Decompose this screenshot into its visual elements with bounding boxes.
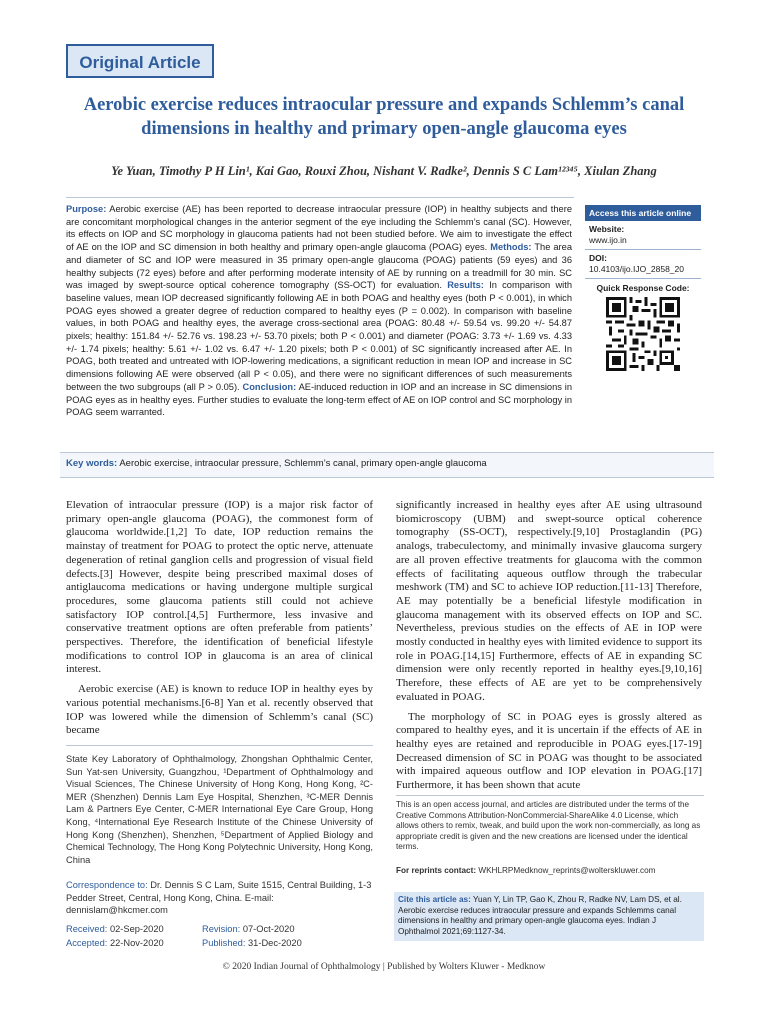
revision-label: Revision: <box>202 924 241 934</box>
correspondence <box>66 879 373 917</box>
license-text: This is an open access journal, and articles are distributed under the terms of the Creative Commons Attribution-NonCommercial-ShareAlike 4.0 License, which allows others to remix, tweak, and build upon the work non-commercially, as long as appropriate credit is given and the new creations are licensed under the identical terms. <box>396 800 701 851</box>
page-footer: © 2020 Indian Journal of Ophthalmology | Published by Wolters Kluwer - Medknow <box>222 962 546 972</box>
body-column-right <box>396 499 702 793</box>
cite-text: Yuan Y, Lin TP, Gao K, Zhou R, Radke NV, Lam DS, et al. Aerobic exercise reduces intraocular pressure and expands Schlemms canal dimensions in healthy and primary open-angle glaucoma eyes. Indian J Ophthalmol 2021;69:1127-34. <box>398 895 682 936</box>
keywords <box>66 458 706 469</box>
correspondence-text: Dr. Dennis S C Lam, Suite 1515, Central Building, 1-3 Pedder Street, Central, Hong Kong, China. E-mail: dennislam@hkcmer.com <box>66 880 372 916</box>
doi-link[interactable]: 10.4103/ijo.IJO_2858_20 <box>589 264 684 274</box>
affiliation-rule <box>66 745 373 746</box>
results-text: In comparison with baseline values, mean IOP decreased significantly following AE in both POAG and healthy eyes (both P < 0.001), in which POAG eyes showed a greater degree of reduction compared to healthy eyes (P = 0.002). In comparison with baseline values, in both POAG and healthy eyes, the average cross-sectional area (POAG: 80.48 +/- 59.54 vs. 99.20 +/- 54.87 pixels; healthy: 151.84 +/- 52.76 vs. 198.23 +/- 53.70 pixels; both P < 0.001) and diameter (POAG: 3.73 +/- 1.69 vs. 4.33 +/- 1.74 pixels; healthy: 5.61 +/- 1.02 vs. 6.47 +/- 1.20 pixels; both P < 0.001) of SC significantly increased after AE. In POAG, both treated and untreated with IOP-lowering medications, a significant reduction in mean IOP and increase in SC dimensions following AE were observed (all P < 0.05), and there were no significant differences of such measurements between the two subgroups (all P > 0.05). <box>66 280 572 392</box>
qr-label: Quick Response Code: <box>596 283 690 293</box>
website-cell <box>585 221 701 250</box>
citation-box <box>394 892 704 941</box>
cite-label: Cite this article as: <box>398 895 471 904</box>
correspondence-label: Correspondence to: <box>66 880 148 890</box>
doi-label: DOI: <box>589 253 607 263</box>
published-date <box>202 938 302 948</box>
reprints-email[interactable]: WKHLRPMedknow_reprints@wolterskluwer.com <box>478 866 656 875</box>
abstract <box>66 203 572 419</box>
article-title <box>40 93 728 141</box>
accepted-value: 22-Nov-2020 <box>109 938 164 948</box>
website-link[interactable]: www.ijo.in <box>589 235 627 245</box>
access-online-box <box>585 205 701 371</box>
purpose-label: Purpose: <box>66 204 107 214</box>
received-value: 02-Sep-2020 <box>109 924 164 934</box>
doi-cell <box>585 250 701 279</box>
article-type-badge: Original Article <box>66 44 214 78</box>
access-online-header: Access this article online <box>585 205 701 221</box>
body-paragraph-4: The morphology of SC in POAG eyes is grossly altered as compared to healthy eyes, and it is uncertain if the effects of AE in healthy eyes are retained and reproducible in POAG eyes.[17-19] Decreased dimension of SC in POAG was thought to be associated with impaired aqueous outflow and IOP elevation in POAG.[17] Furthermore, it has been shown that acute <box>396 710 702 792</box>
keywords-label: Key words: <box>66 458 118 469</box>
body-paragraph-3: significantly increased in healthy eyes after AE using ultrasound biomicroscopy (UBM) and swept-source optical coherence tomography (SS-OCT), respectively.[9,10] Prostaglandin (PG) analogs, trabeculectomy, and minimally invasive glaucoma surgery are all proven effective treatments for glaucoma with the common effects of facilitating aqueous outflow through the trabecular meshwork (TM) and SC to achieve IOP reduction.[11-13] Therefore, AE may potentially be a beneficial lifestyle modification in glaucoma management with its observed effects on IOP and SC. Nevertheless, previous studies on the effects of AE in IOP were mostly conducted in healthy eyes with limited evidence to support its role in POAG.[14,15] Furthermore, effects of AE in expanding SC dimension were only recently reported in healthy eyes.[9,10,16] Therefore, these effects of AE are yet to be comprehensively evaluated in POAG. <box>396 499 702 703</box>
received-date <box>66 922 202 936</box>
results-label: Results: <box>447 280 484 291</box>
affiliations: State Key Laboratory of Ophthalmology, Zhongshan Ophthalmic Center, Sun Yat-sen University, Guangzhou, ¹Department of Ophthalmology and Visual Sciences, The Chinese University of Hong Kong, Hong Kong, ²C-MER (Shenzhen) Dennis Lam Eye Hospital, Shenzhen, ³C-MER Dennis Lam & Partners Eye Center, C-MER International Eye Care Group, Hong Kong, ⁴International Eye Research Institute of the Chinese University of Hong Kong (Shenzhen), Shenzhen, ⁵Department of Applied Biology and Chemical Technology, The Hong Kong Polytechnic University, Hong Kong, China <box>66 754 373 865</box>
published-value: 31-Dec-2020 <box>248 938 302 948</box>
accepted-label: Accepted: <box>66 938 108 948</box>
methods-text: The area and diameter of SC and IOP were measured in 35 primary open-angle glaucoma (POAG) patients (59 eyes) and 36 healthy subjects (72 eyes) before and after performing moderate intensity of AE by running on a treadmill for 30 min. SC was imaged by swept-source optical coherence tomography (SS-OCT) for evaluation. <box>66 242 572 291</box>
website-label: Website: <box>589 224 625 234</box>
dates-row-2 <box>66 936 373 950</box>
conclusion-text: AE-induced reduction in IOP and an increase in SC dimensions in POAG eyes as in healthy eyes. Further studies to evaluate the long-term effect of AE on IOP control and SC morphology in POAG seem warranted. <box>66 381 572 418</box>
keywords-text: Aerobic exercise, intraocular pressure, Schlemm’s canal, primary open-angle glaucoma <box>119 458 487 469</box>
title-line-1: Aerobic exercise reduces intraocular pressure and expands Schlemm’s canal <box>83 95 685 115</box>
author-list: Ye Yuan, Timothy P H Lin¹, Kai Gao, Rouxi Zhou, Nishant V. Radke², Dennis S C Lam¹²³⁴⁵, Xiulan Zhang <box>111 164 657 178</box>
conclusion-label: Conclusion: <box>242 381 297 392</box>
title-line-2: dimensions in healthy and primary open-angle glaucoma eyes <box>141 119 627 139</box>
body-paragraph-2: Aerobic exercise (AE) is known to reduce IOP in healthy eyes by various potential mechanisms.[6-8] Yan et al. recently observed that IOP was lowered while the dimension of Schlemm’s canal (SC) became <box>66 683 373 737</box>
purpose-text: Aerobic exercise (AE) has been reported to decrease intraocular pressure (IOP) in healthy subjects and there are concomitant morphological changes in the anterior segment of the eye including the Schlemm’s canal (SC). However, its effects on IOP and SC morphology in glaucoma patients had not been studied before. We aim to investigate the effect of AE on the IOP and SC dimension in both healthy and primary open-angle glaucoma (POAG) eyes. <box>66 204 572 253</box>
body-paragraph-1: Elevation of intraocular pressure (IOP) is a major risk factor of primary open-angle glaucoma (POAG), the commonest form of glaucoma worldwide.[1,2] To date, IOP reduction remains the mainstay of treatment for POAG to protect the optic nerve, attenuate degeneration of retinal ganglion cells and progression of visual field defects.[3] However, despite being prescribed maximal doses of antiglaucoma medications or having undergone multiple surgical procedures, some glaucoma patients still could not achieve satisfactory IOP control.[4,5] Furthermore, less invasive and conservative treatment options are often preferable from patients’ perspectives. Therefore, the identification of beneficial lifestyle modifications to control IOP in glaucoma is an area of clinical interest. <box>66 499 373 676</box>
published-label: Published: <box>202 938 246 948</box>
dates-row-1 <box>66 922 373 936</box>
license-rule <box>396 795 704 796</box>
qr-code-icon[interactable] <box>606 297 680 371</box>
methods-label: Methods: <box>490 242 532 253</box>
reprints-label: For reprints contact: <box>396 866 477 875</box>
reprints-contact <box>396 866 702 875</box>
article-dates <box>66 922 373 950</box>
received-label: Received: <box>66 924 108 934</box>
body-column-left <box>66 499 373 738</box>
abstract-top-rule <box>66 197 574 198</box>
revision-date <box>202 924 295 934</box>
accepted-date <box>66 936 202 950</box>
revision-value: 07-Oct-2020 <box>242 924 295 934</box>
